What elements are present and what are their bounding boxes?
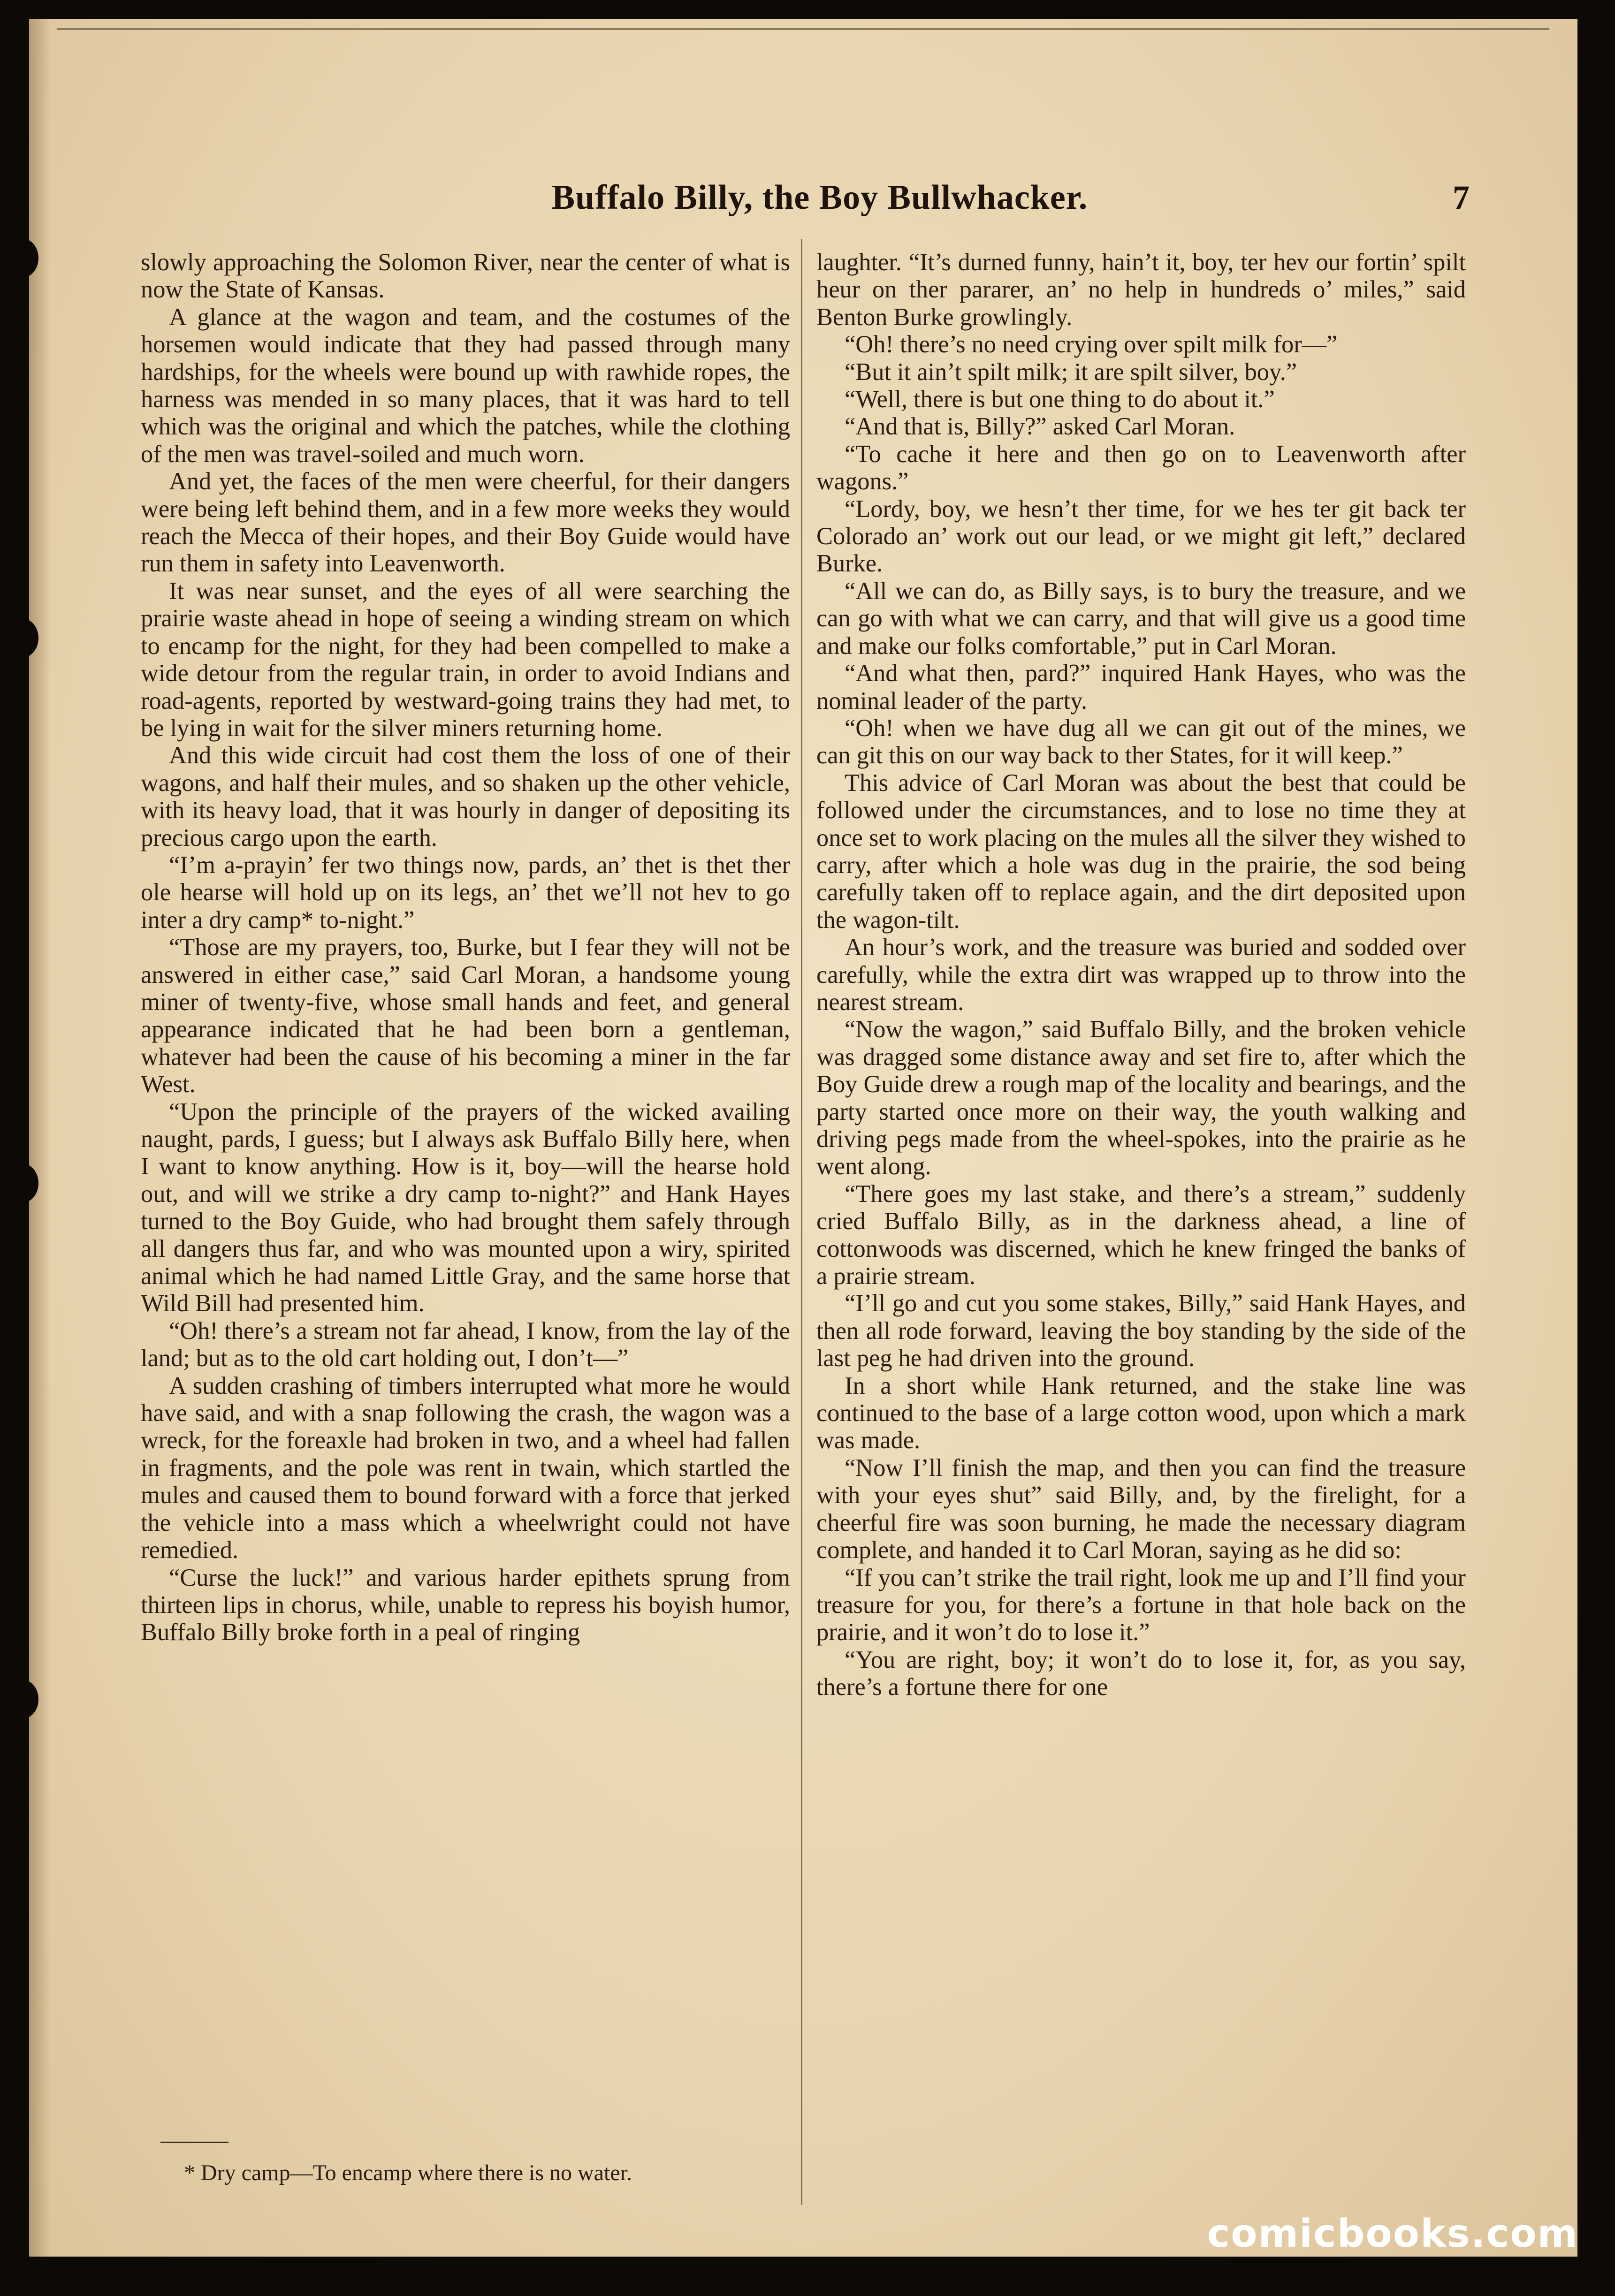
paragraph: “If you can’t strike the trail right, look me up and I’ll find your treasure for you, for there’s a fortune in that hole back on the prairie, and it won’t do to lose it.” <box>816 1564 1466 1646</box>
paragraph: It was near sunset, and the eyes of all were searching the prairie waste ahead in hope of seeing a winding stream on which to encamp for the night, for they had been compelled to make a wide detour from the regular train, in order to avoid Indians and road-agents, reported by westward-going trains they had met, to be lying in wait for the silver miners returning home. <box>141 577 790 742</box>
paragraph: “I’ll go and cut you some stakes, Billy,” said Hank Hayes, and then all rode forward, leaving the boy standing by the side of the last peg he had driven into the ground. <box>816 1290 1466 1372</box>
paragraph: slowly approaching the Solomon River, near the center of what is now the State of Kansas. <box>141 249 790 304</box>
paragraph: “And that is, Billy?” asked Carl Moran. <box>845 413 1235 441</box>
paragraph: A sudden crashing of timbers interrupted what more he would have said, and with a snap following the crash, the wagon was a wreck, for the foreaxle had broken in two, and a wheel had fallen in fragments, and the pole was rent in twain, which startled the mules and caused them to bound forward with a force that jerked the vehicle into a mass which a wheelwright could not have remedied. <box>141 1372 790 1564</box>
paragraph: In a short while Hank returned, and the stake line was continued to the base of a large cotton wood, upon which a mark was made. <box>816 1372 1466 1454</box>
column-divider <box>801 239 802 2205</box>
paragraph: And this wide circuit had cost them the loss of one of their wagons, and half their mules, and so shaken up the other vehicle, with its heavy load, that it was hourly in danger of depositing its precious cargo upon the earth. <box>141 742 790 851</box>
paragraph: “Curse the luck!” and various harder epithets sprung from thirteen lips in chorus, while, unable to repress his boyish humor, Buffalo Billy broke forth in a peal of ringing <box>141 1564 790 1646</box>
binding-shadow <box>29 19 51 2257</box>
paragraph: “Oh! there’s a stream not far ahead, I know, from the lay of the land; but as to the old cart holding out, I don’t—” <box>141 1317 790 1372</box>
binding-hole <box>6 1680 38 1719</box>
right-text-column <box>816 249 1466 2214</box>
paragraph: “Those are my prayers, too, Burke, but I fear they will not be answered in either case,” said Carl Moran, a handsome young miner of twenty-five, whose small hands and feet, and general appearance indicated that he had been born a gentleman, whatever had been the cause of his becoming a miner in the far West. <box>141 934 790 1098</box>
binding-hole <box>6 238 38 278</box>
paragraph: And yet, the faces of the men were cheerful, for their dangers were being left behind them, and in a few more weeks they would reach the Mecca of their hopes, and their Boy Guide would have run them in safety into Leavenworth. <box>141 468 790 578</box>
footnote: * Dry camp—To encamp where there is no water. <box>184 2160 632 2185</box>
watermark: comicbooks.com <box>1207 2212 1578 2256</box>
paragraph: “And what then, pard?” inquired Hank Hayes, who was the nominal leader of the party. <box>816 660 1466 715</box>
paragraph: “Now I’ll finish the map, and then you can find the treasure with your eyes shut” said Billy, and, by the firelight, for a cheerful fire was soon burning, he made the necessary diagram complete, and handed it to Carl Moran, saying as he did so: <box>816 1454 1466 1564</box>
paragraph: “Now the wagon,” said Buffalo Billy, and the broken vehicle was dragged some distance away and set fire to, after which the Boy Guide drew a rough map of the locality and bearings, and the party started once more on their way, the youth walking and driving pegs made from the wheel-spokes, into the prairie as he went along. <box>816 1016 1466 1180</box>
paragraph: “There goes my last stake, and there’s a stream,” suddenly cried Buffalo Billy, as in the darkness ahead, a line of cottonwoods was discerned, which he knew fringed the banks of a prairie stream. <box>816 1180 1466 1290</box>
page-number: 7 <box>1453 178 1470 216</box>
paragraph: An hour’s work, and the treasure was buried and sodded over carefully, while the extra dirt was wrapped up to throw into the nearest stream. <box>816 934 1466 1016</box>
paragraph: “Oh! when we have dug all we can git out of the mines, we can git this on our way back to ther States, for it will keep.” <box>816 714 1466 769</box>
paragraph: “I’m a-prayin’ fer two things now, pards, an’ thet is thet ther ole hearse will hold up on its legs, an’ thet we’ll not hev to go inter a dry camp* to-night.” <box>141 851 790 934</box>
top-rule <box>57 28 1549 30</box>
footnote-rule <box>160 2142 229 2143</box>
paragraph: “Lordy, boy, we hesn’t ther time, for we hes ter git back ter Colorado an’ work out our lead, or we might git left,” declared Burke. <box>816 495 1466 578</box>
running-head: Buffalo Billy, the Boy Bullwhacker. <box>551 178 1088 217</box>
paragraph: A glance at the wagon and team, and the costumes of the horsemen would indicate that they had passed through many hardships, for the wheels were bound up with rawhide ropes, the harness was mended in so many places, that it was hard to tell which was the original and which the patches, while the clothing of the men was travel-soiled and much worn. <box>141 303 790 468</box>
paragraph: This advice of Carl Moran was about the best that could be followed under the circumstances, and to lose no time they at once set to work placing on the mules all the silver they wished to carry, after which a hole was dug in the prairie, the sod being carefully taken off to replace again, and the dirt deposited upon the wagon-tilt. <box>816 769 1466 934</box>
paragraph: “All we can do, as Billy says, is to bury the treasure, and we can go with what we can carry, and that will give us a good time and make our folks comfortable,” put in Carl Moran. <box>816 577 1466 660</box>
magazine-page <box>29 19 1577 2257</box>
paragraph: “To cache it here and then go on to Leavenworth after wagons.” <box>816 440 1466 495</box>
binding-hole <box>6 1163 38 1203</box>
paragraph: laughter. “It’s durned funny, hain’t it, boy, ter hev our fortin’ spilt heur on ther pararer, an’ no help in hundreds o’ miles,” said Benton Burke growlingly. <box>816 249 1466 331</box>
binding-hole <box>6 618 38 658</box>
paragraph: “Upon the principle of the prayers of the wicked availing naught, pards, I guess; but I always ask Buffalo Billy here, when I want to know anything. How is it, boy—will the hearse hold out, and will we strike a dry camp to-night?” and Hank Hayes turned to the Boy Guide, who had brought them safely through all dangers thus far, and who was mounted upon a wiry, spirited animal which he had named Little Gray, and the same horse that Wild Bill had presented him. <box>141 1098 790 1317</box>
paragraph: “Oh! there’s no need crying over spilt milk for—” <box>845 331 1338 358</box>
paragraph: “But it ain’t spilt milk; it are spilt silver, boy.” <box>845 358 1297 386</box>
left-text-column <box>141 249 790 2153</box>
paragraph: “You are right, boy; it won’t do to lose it, for, as you say, there’s a fortune there for one <box>816 1646 1466 1701</box>
paragraph: “Well, there is but one thing to do about it.” <box>845 386 1275 413</box>
